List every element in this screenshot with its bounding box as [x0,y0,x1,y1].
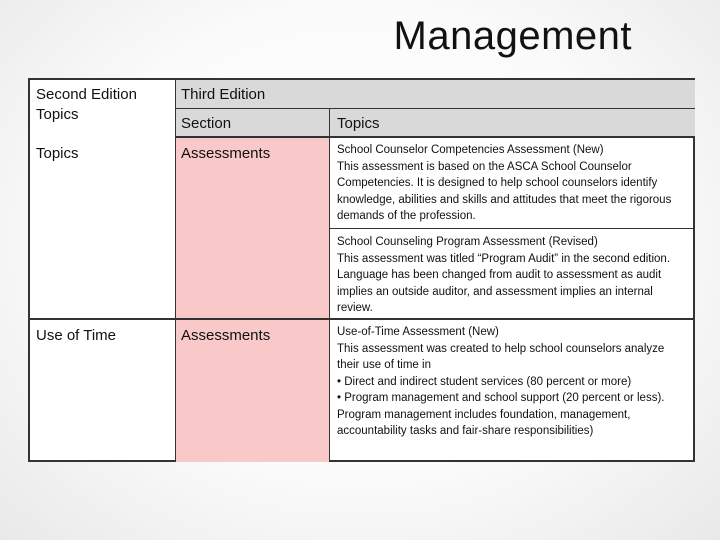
entry-bullet: • Direct and indirect student services (80 percent or more) [337,375,632,388]
row1-entry-2 [337,234,689,317]
header-topics: Topics [337,115,380,132]
header-third-edition: Third Edition [181,86,266,103]
entry-heading: School Counseling Program Assessment (Revised) [337,236,598,248]
entry-body: This assessment is based on the ASCA School Counselor Competencies. It is designed to help school counselors identify knowledge, abilities and skills and attitudes that meet the rigorous demands of the profession. [337,160,672,222]
topics-table [28,78,695,462]
header-divider [175,108,695,109]
entry-heading: School Counselor Competencies Assessment (New) [337,144,604,156]
entry-body: This assessment was titled “Program Audit” in the second edition. Language has been changed from audit to assessment as audit implies an outside auditor, and assessment implies an internal review. [337,252,671,314]
row1-topic: Topics [36,145,79,162]
row2-topic: Use of Time [36,327,117,344]
slide-title: Management [393,14,632,58]
section-column-shade [175,138,329,462]
col2-divider [329,108,330,462]
entry-body: This assessment was created to help school counselors analyze their use of time in [337,342,665,371]
row2-section: Assessments [181,327,271,344]
row1-entry-1 [337,142,689,225]
col1-divider [175,80,176,462]
entry-bullet: • Program management and school support (20 percent or less). Program management includes foundation, management, accountability tasks and fair-share responsibilities) [337,392,665,437]
row2-entry-1 [337,324,689,440]
header-bottom-border [175,136,695,138]
row1-entry-divider [329,228,695,229]
entry-heading: Use-of-Time Assessment (New) [337,326,499,338]
header-section: Section [181,115,232,132]
row1-section: Assessments [181,145,271,162]
header-second-edition-topics: Second Edition Topics [36,86,137,123]
row-divider [30,318,695,320]
